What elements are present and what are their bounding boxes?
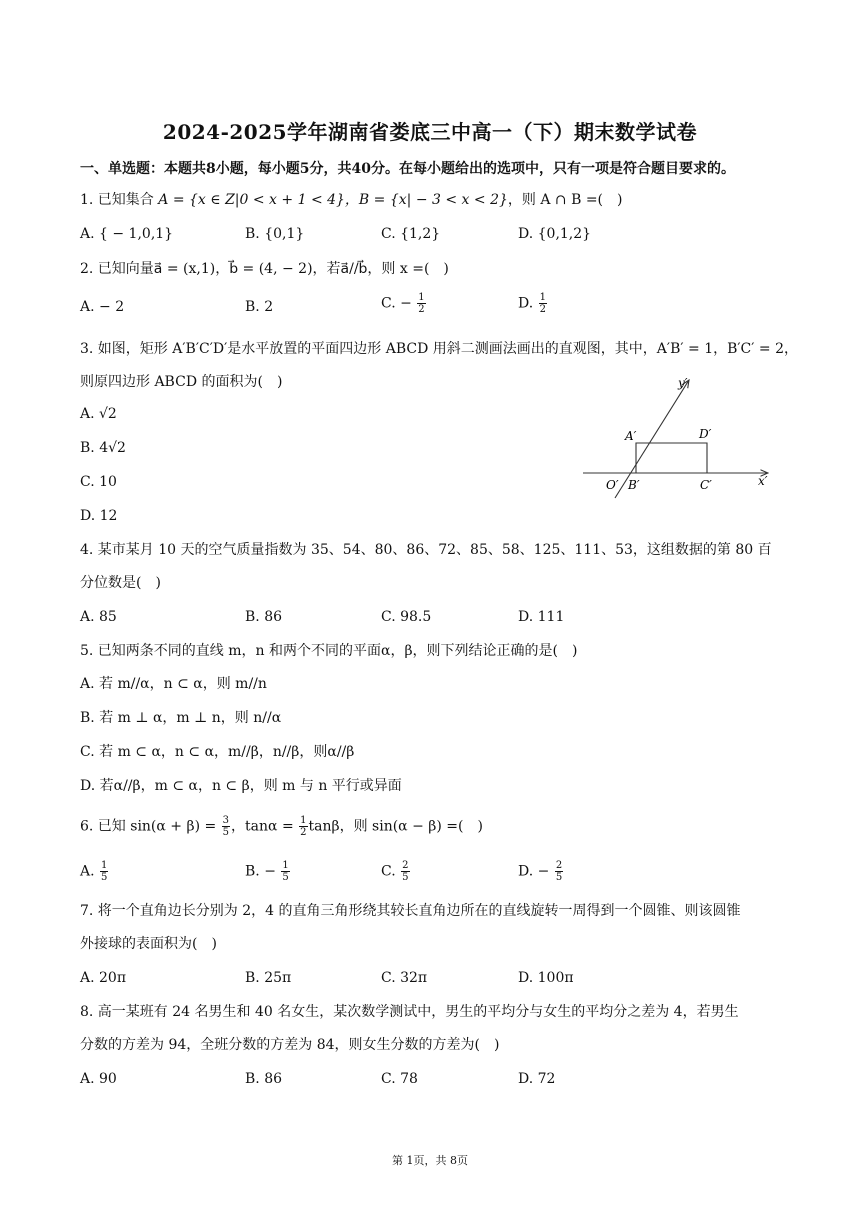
q6-c-fraction (401, 860, 409, 883)
q1-option-c: C. {1,2} (381, 226, 441, 242)
question-7-line2: 外接球的表面积为( ) (80, 936, 217, 952)
q8-option-a: A. 90 (80, 1071, 117, 1087)
label-d-prime: D′ (699, 427, 712, 441)
q6-c-num: 2 (402, 860, 409, 871)
q2-option-b: B. 2 (245, 299, 274, 315)
q1-option-a: A. { − 1,0,1} (80, 226, 174, 242)
question-3-line2: 则原四边形 ABCD 的面积为( ) (80, 374, 283, 390)
q1-option-b: B. {0,1} (245, 226, 305, 242)
q2-c-num: 1 (418, 292, 425, 303)
label-x-prime: x′ (758, 474, 768, 488)
q6-c-prefix: C. (381, 863, 401, 880)
q6-d-fraction (555, 860, 563, 883)
q8-option-c: C. 78 (381, 1071, 418, 1087)
q6-text-b: ，tanα = (231, 818, 299, 835)
q6-option-d (518, 860, 564, 883)
q2-option-d (518, 292, 548, 315)
q6-option-b (245, 860, 291, 883)
q1-text: 1. 已知集合 (80, 192, 159, 208)
question-7-line1: 7. 将一个直角边长分别为 2，4 的直角三角形绕其较长直角边所在的直线旋转一周得到一个圆锥、则该圆锥 (80, 903, 741, 919)
q2-d-prefix: D. (518, 295, 538, 312)
q5-option-c: C. 若 m ⊂ α，n ⊂ α，m//β，n//β，则α//β (80, 744, 355, 760)
q6-f1-den: 5 (222, 827, 230, 838)
page-footer: 第 1页，共 8页 (392, 1154, 468, 1167)
label-a-prime: A′ (625, 429, 637, 443)
q6-f2-num: 1 (300, 815, 307, 826)
q6-option-a (80, 860, 109, 883)
q6-b-num: 1 (282, 860, 289, 871)
q8-option-b: B. 86 (245, 1071, 283, 1087)
q5-option-b: B. 若 m ⊥ α，m ⊥ n，则 n//α (80, 710, 282, 726)
q8-option-d: D. 72 (518, 1071, 556, 1087)
q7-option-a: A. 20π (80, 970, 127, 986)
q2-c-prefix: C. − (381, 295, 417, 312)
q6-a-num: 1 (101, 860, 108, 871)
oblique-projection-figure (575, 370, 785, 500)
q7-option-d: D. 100π (518, 970, 574, 986)
question-4-line2: 分位数是( ) (80, 575, 161, 591)
q3-option-c: C. 10 (80, 474, 117, 490)
question-4-line1: 4. 某市某月 10 天的空气质量指数为 35、54、80、86、72、85、58、125、111、53，这组数据的第 80 百 (80, 542, 772, 558)
question-1-stem (80, 190, 622, 210)
q6-text-a: 6. 已知 sin(α + β) = (80, 818, 221, 835)
q6-d-den: 5 (555, 872, 563, 883)
q6-option-c (381, 860, 411, 883)
q4-option-a: A. 85 (80, 609, 117, 625)
question-6-stem (80, 815, 483, 838)
q4-option-b: B. 86 (245, 609, 283, 625)
q6-c-den: 5 (402, 872, 409, 883)
q5-option-a: A. 若 m//α，n ⊂ α，则 m//n (80, 676, 267, 692)
q3-option-a: A. √2 (80, 406, 117, 422)
label-y-prime: y′ (678, 376, 688, 390)
question-8-line2: 分数的方差为 94，全班分数的方差为 84，则女生分数的方差为( ) (80, 1037, 500, 1053)
q7-option-c: C. 32π (381, 970, 428, 986)
q4-option-d: D. 111 (518, 609, 565, 625)
q2-option-c (381, 292, 427, 315)
page-title: 2024-2025学年湖南省娄底三中高一（下）期末数学试卷 (162, 120, 698, 144)
q2-d-fraction (539, 292, 547, 315)
q2-d-num: 1 (539, 292, 547, 303)
q7-option-b: B. 25π (245, 970, 292, 986)
q1-text-end: ，则 A ∩ B =( ) (507, 192, 623, 208)
question-3-line1: 3. 如图，矩形 A′B′C′D′是水平放置的平面四边形 ABCD 用斜二测画法画出的直观图，其中，A′B′ = 1，B′C′ = 2， (80, 341, 798, 357)
q1-math: A = {x ∈ Z|0 < x + 1 < 4}，B = {x| − 3 < x < 2} (158, 192, 508, 208)
q6-d-prefix: D. − (518, 863, 554, 880)
q6-f1-num: 3 (222, 815, 230, 826)
q1-option-d: D. {0,1,2} (518, 226, 592, 242)
q2-d-den: 2 (539, 304, 547, 315)
q6-fraction-2 (299, 815, 307, 838)
label-c-prime: C′ (700, 478, 712, 492)
q6-text-c: tanβ，则 sin(α − β) =( ) (308, 818, 483, 835)
q6-b-den: 5 (282, 872, 289, 883)
q6-fraction-1 (222, 815, 230, 838)
label-b-prime: B′ (628, 478, 640, 492)
q6-f2-den: 2 (300, 827, 307, 838)
q6-d-num: 2 (555, 860, 563, 871)
q3-option-b: B. 4√2 (80, 440, 126, 456)
q6-a-fraction (100, 860, 108, 883)
q6-b-fraction (281, 860, 289, 883)
q2-c-den: 2 (418, 304, 425, 315)
q2-option-a: A. − 2 (80, 299, 125, 315)
q5-option-d: D. 若α//β，m ⊂ α，n ⊂ β，则 m 与 n 平行或异面 (80, 778, 402, 794)
q2-c-fraction (417, 292, 425, 315)
question-2-stem: 2. 已知向量a⃗ = (x,1)，b⃗ = (4, − 2)，若a⃗//b⃗，则 x =( ) (80, 261, 449, 277)
label-o-prime: O′ (606, 478, 619, 492)
section-heading: 一、单选题：本题共8小题，每小题5分，共40分。在每小题给出的选项中，只有一项是符合题目要求的。 (80, 161, 735, 177)
q6-a-den: 5 (101, 872, 108, 883)
question-5-stem: 5. 已知两条不同的直线 m，n 和两个不同的平面α，β，则下列结论正确的是( ) (80, 643, 578, 659)
q4-option-c: C. 98.5 (381, 609, 432, 625)
q6-b-prefix: B. − (245, 863, 281, 880)
q6-a-prefix: A. (80, 863, 100, 880)
question-8-line1: 8. 高一某班有 24 名男生和 40 名女生，某次数学测试中，男生的平均分与女生的平均分之差为 4，若男生 (80, 1004, 739, 1020)
q3-option-d: D. 12 (80, 508, 118, 524)
